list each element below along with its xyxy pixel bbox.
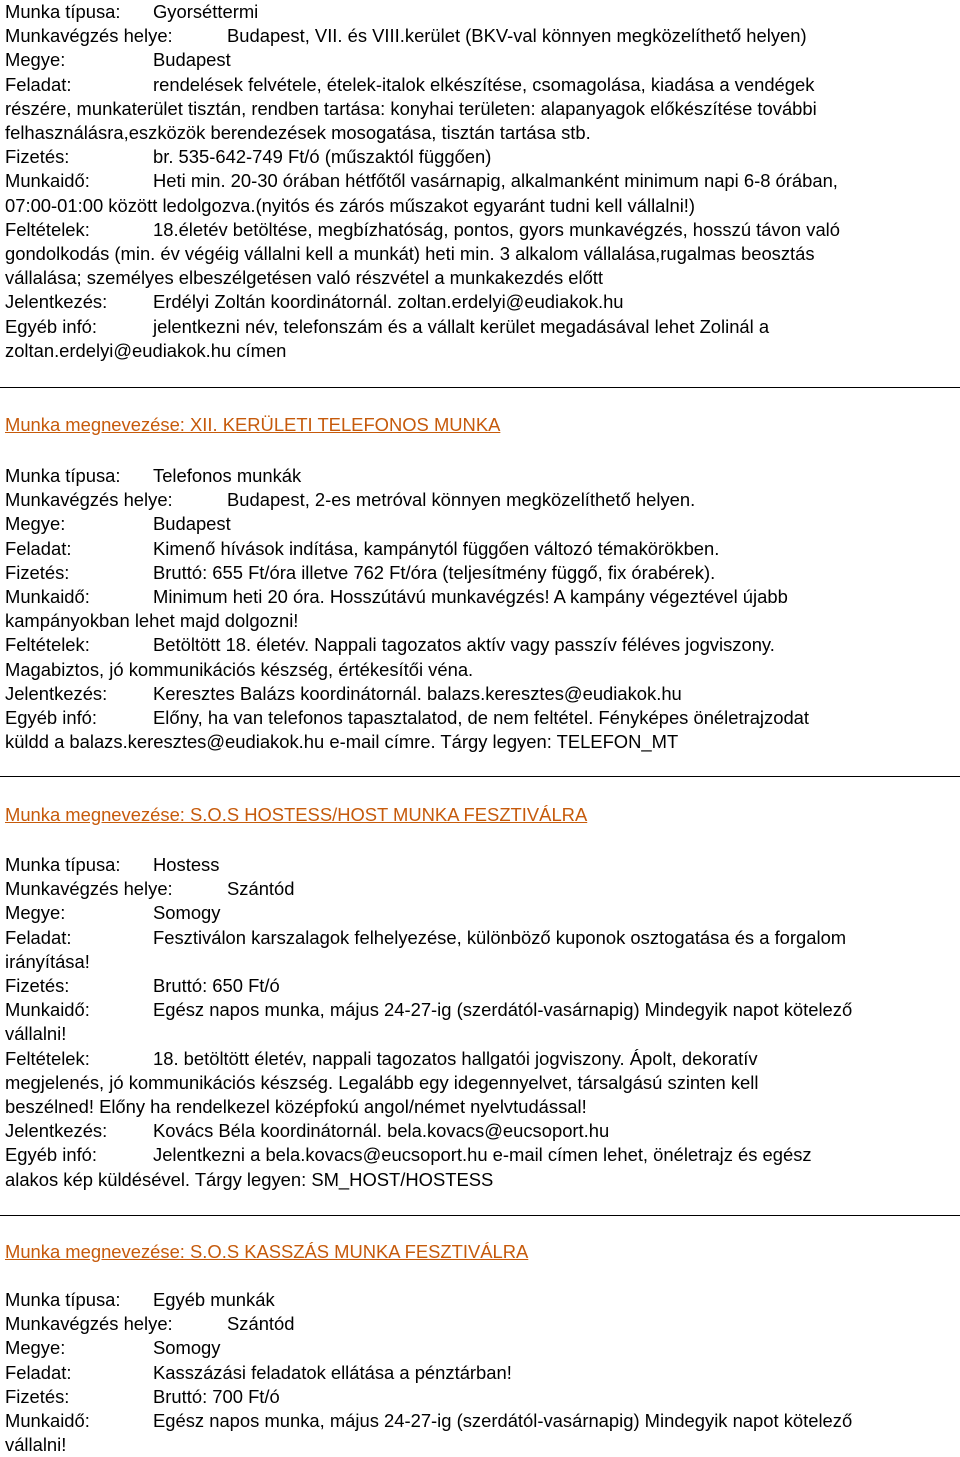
job-listing-4 xyxy=(5,1240,955,1457)
row-hours-cont: vállalni! xyxy=(5,1434,67,1456)
value: Szántód xyxy=(227,878,295,900)
label: Feladat: xyxy=(5,1361,72,1383)
section-title: Munka megnevezése: S.O.S KASSZÁS MUNKA FESZTIVÁLRA xyxy=(5,1241,529,1262)
row-job-type xyxy=(5,464,955,488)
label: Feladat: xyxy=(5,537,72,559)
section-title: Munka megnevezése: S.O.S HOSTESS/HOST MUNKA FESZTIVÁLRA xyxy=(5,804,588,825)
label: Fizetés: xyxy=(5,146,70,168)
row-requirements-cont: megjelenés, jó kommunikációs készség. Legalább egy idegennyelvet, társalgású szinten kell xyxy=(5,1071,759,1093)
value: Egész napos munka, május 24-27-ig (szerdától-vasárnapig) Mindegyik napot kötelező xyxy=(153,999,853,1021)
label: Munkaidő: xyxy=(5,586,90,608)
value: br. 535-642-749 Ft/ó (műszaktól függően) xyxy=(153,146,492,168)
row-other-info xyxy=(5,315,955,339)
value: Jelentkezni a bela.kovacs@eucsoport.hu e-mail címen lehet, önéletrajz és egész xyxy=(153,1144,812,1166)
row-county xyxy=(5,901,955,925)
label: Jelentkezés: xyxy=(5,1120,108,1142)
row-pay xyxy=(5,145,955,169)
value: Egész napos munka, május 24-27-ig (szerdától-vasárnapig) Mindegyik napot kötelező xyxy=(153,1410,853,1432)
value: Bruttó: 700 Ft/ó xyxy=(153,1385,280,1407)
label: Feladat: xyxy=(5,73,72,95)
value: 18.életév betöltése, megbízhatóság, pontos, gyors munkavégzés, hosszú távon való xyxy=(153,218,840,240)
row-location xyxy=(5,1312,955,1336)
label: Munka típusa: xyxy=(5,1289,121,1310)
label: Munkavégzés helye: xyxy=(5,878,173,900)
row-apply xyxy=(5,682,955,706)
label: Munkavégzés helye: xyxy=(5,1313,173,1335)
job-listing-2 xyxy=(5,413,955,754)
row-task xyxy=(5,926,955,950)
label: Munkaidő: xyxy=(5,1410,90,1432)
label: Egyéb infó: xyxy=(5,707,98,729)
row-apply xyxy=(5,1119,955,1143)
divider xyxy=(0,776,960,777)
value: Betöltött 18. életév. Nappali tagozatos aktív vagy passzív féléves jogviszony. xyxy=(153,634,775,656)
label: Feltételek: xyxy=(5,218,90,240)
value: Erdélyi Zoltán koordinátornál. zoltan.erdelyi@eudiakok.hu xyxy=(153,291,624,313)
label: Munkaidő: xyxy=(5,999,90,1021)
value: Bruttó: 655 Ft/óra illetve 762 Ft/óra (teljesítmény függő, fix órabérek). xyxy=(153,561,716,583)
row-other-info-cont: alakos kép küldésével. Tárgy legyen: SM_HOST/HOSTESS xyxy=(5,1168,494,1190)
row-hours-cont: kampányokban lehet majd dolgozni! xyxy=(5,610,299,632)
value: Budapest, 2-es metróval könnyen megközelíthető helyen. xyxy=(227,489,696,511)
value: Heti min. 20-30 órában hétfőtől vasárnapig, alkalmanként minimum napi 6-8 órában, xyxy=(153,170,838,192)
value: 18. betöltött életév, nappali tagozatos hallgatói jogviszony. Ápolt, dekoratív xyxy=(153,1047,758,1069)
job-listing-1 xyxy=(5,0,955,363)
label: Megye: xyxy=(5,49,66,71)
label: Munkavégzés helye: xyxy=(5,25,173,47)
value: Somogy xyxy=(153,1337,221,1359)
value: Budapest, VII. és VIII.kerület (BKV-val könnyen megközelíthető helyen) xyxy=(227,25,807,47)
value: Keresztes Balázs koordinátornál. balazs.keresztes@eudiakok.hu xyxy=(153,682,682,704)
label: Jelentkezés: xyxy=(5,291,108,313)
row-hours xyxy=(5,585,955,609)
row-hours-cont: vállalni! xyxy=(5,1023,67,1045)
section-title: Munka megnevezése: XII. KERÜLETI TELEFONOS MUNKA xyxy=(5,414,501,435)
row-task xyxy=(5,73,955,97)
label: Munkaidő: xyxy=(5,170,90,192)
value: Fesztiválon karszalagok felhelyezése, különböző kuponok osztogatása és a forgalom xyxy=(153,926,847,948)
row-hours-cont: 07:00-01:00 között ledolgozva.(nyitós és zárós műszakot egyaránt tudni kell vállalni!) xyxy=(5,194,696,216)
label: Feltételek: xyxy=(5,1047,90,1069)
value: Előny, ha van telefonos tapasztalatod, de nem feltétel. Fényképes önéletrajzodat xyxy=(153,707,810,729)
value: jelentkezni név, telefonszám és a vállalt kerület megadásával lehet Zolinál a xyxy=(153,315,770,337)
row-task xyxy=(5,537,955,561)
label: Munka típusa: xyxy=(5,465,121,486)
label: Munka típusa: xyxy=(5,1,121,22)
job-listing-3 xyxy=(5,803,955,1192)
label: Fizetés: xyxy=(5,975,70,997)
row-pay xyxy=(5,1385,955,1409)
row-requirements xyxy=(5,1047,955,1071)
row-task-cont: irányítása! xyxy=(5,950,90,972)
value: Minimum heti 20 óra. Hosszútávú munkavégzés! A kampány végeztével újabb xyxy=(153,586,788,608)
row-requirements-cont: Magabiztos, jó kommunikációs készség, értékesítői véna. xyxy=(5,658,474,680)
label: Fizetés: xyxy=(5,1385,70,1407)
row-county xyxy=(5,1336,955,1360)
value: Somogy xyxy=(153,902,221,924)
row-location xyxy=(5,24,955,48)
label: Feltételek: xyxy=(5,634,90,656)
row-county xyxy=(5,48,955,72)
row-other-info-cont: küldd a balazs.keresztes@eudiakok.hu e-mail címre. Tárgy legyen: TELEFON_MT xyxy=(5,731,679,753)
value: Bruttó: 650 Ft/ó xyxy=(153,975,280,997)
value: rendelések felvétele, ételek-italok elkészítése, csomagolása, kiadása a vendégek xyxy=(153,73,815,95)
row-other-info xyxy=(5,706,955,730)
row-other-info-cont: zoltan.erdelyi@eudiakok.hu címen xyxy=(5,339,287,361)
divider xyxy=(0,387,960,388)
row-requirements xyxy=(5,218,955,242)
label: Munkavégzés helye: xyxy=(5,489,173,511)
value: Kimenő hívások indítása, kampánytól függően változó témakörökben. xyxy=(153,537,720,559)
row-hours xyxy=(5,998,955,1022)
label: Egyéb infó: xyxy=(5,315,98,337)
value: Kovács Béla koordinátornál. bela.kovacs@eucsoport.hu xyxy=(153,1120,610,1142)
label: Fizetés: xyxy=(5,561,70,583)
row-location xyxy=(5,877,955,901)
row-requirements-cont: vállalása; személyes elbeszélgetésen való részvétel a munkakezdés előtt xyxy=(5,267,604,289)
row-other-info xyxy=(5,1143,955,1167)
value: Szántód xyxy=(227,1313,295,1335)
value: Kasszázási feladatok ellátása a pénztárban! xyxy=(153,1361,512,1383)
value: Budapest xyxy=(153,513,231,535)
row-apply xyxy=(5,290,955,314)
row-task-cont: részére, munkaterület tisztán, rendben tartása: konyhai területen: alapanyagok előkészítése további xyxy=(5,97,817,119)
label: Megye: xyxy=(5,902,66,924)
label: Megye: xyxy=(5,1337,66,1359)
value: Telefonos munkák xyxy=(153,465,302,486)
label: Feladat: xyxy=(5,926,72,948)
divider xyxy=(0,1215,960,1216)
row-job-type xyxy=(5,1288,955,1312)
value: Egyéb munkák xyxy=(153,1289,275,1310)
value: Hostess xyxy=(153,854,220,875)
label: Megye: xyxy=(5,513,66,535)
row-task-cont: felhasználásra,eszközök berendezések mosogatása, tisztán tartása stb. xyxy=(5,122,591,144)
row-requirements-cont: beszélned! Előny ha rendelkezel középfokú angol/német nyelvtudással! xyxy=(5,1096,587,1118)
label: Egyéb infó: xyxy=(5,1144,98,1166)
row-pay xyxy=(5,974,955,998)
label: Munka típusa: xyxy=(5,854,121,875)
row-pay xyxy=(5,561,955,585)
row-hours xyxy=(5,169,955,193)
row-requirements xyxy=(5,633,955,657)
value: Gyorséttermi xyxy=(153,1,259,22)
row-county xyxy=(5,512,955,536)
row-location xyxy=(5,488,955,512)
row-task xyxy=(5,1361,955,1385)
row-hours xyxy=(5,1409,955,1433)
value: Budapest xyxy=(153,49,231,71)
row-job-type xyxy=(5,853,955,877)
row-requirements-cont: gondolkodás (min. év végéig vállalni kell a munkát) heti min. 3 alkalom vállalása,rugalmas beosztás xyxy=(5,243,815,265)
row-job-type xyxy=(5,0,955,24)
label: Jelentkezés: xyxy=(5,682,108,704)
